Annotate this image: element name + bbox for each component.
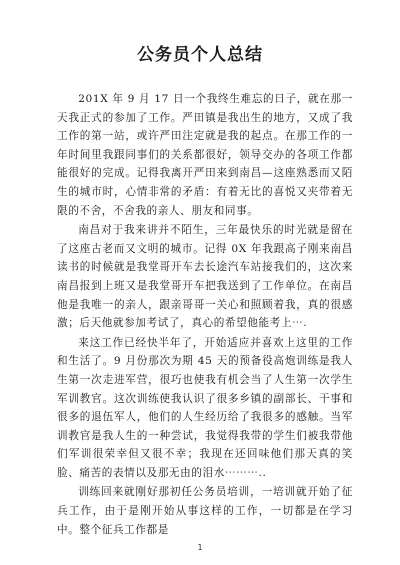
paragraph-1: 201X 年 9 月 17 日一个我终生难忘的日子，就在那一天我正式的参加了工作。严田镇是我出生的地方，又成了我工作的第一站，或许严田注定就是我的起点。在那工作的一年时间里我跟同事们的关系都很好，领导交办的各项工作都能很好的完成。记得我离开严田来到南昌—这座熟悉而又陌生的城市时，心情非常的矛盾：有着无比的喜悦又夹带着无限的不舍，不舍我的亲人、朋友和同事。 xyxy=(57,93,353,217)
page-number: 1 xyxy=(197,543,203,552)
paragraph-4: 训练回来就刚好那初任公务员培训，一培训就开始了征兵工作，由于是刚开始从事这样的工作，一切都是在学习中。整个征兵工作都是 xyxy=(57,486,353,536)
document-body xyxy=(57,90,353,540)
document-title: 公务员个人总结 xyxy=(137,45,263,65)
paragraph-2: 南昌对于我来讲并不陌生，三年最快乐的时光就是留在了这座古老而又文明的城市。记得 0X 年我跟高子刚来南昌读书的时候就是我堂哥开车去长途汽车站接我们的，这次来南昌报到上班又是我堂哥开车把我送到了工作单位。在南昌他是我唯一的亲人，跟亲哥哥一关心和照顾着我，真的很感激；后天他就参加考试了，真心的希望他能考上⋯. xyxy=(57,224,353,330)
paragraph-3: 来这工作已经快半年了，开始适应并喜欢上这里的工作和生活了。9 月份那次为期 45 天的预备役高炮训练是我人生第一次走进军营，很巧也使我有机会当了人生第一次学生军训教官。这次训练使我认识了很多乡镇的副部长、干事和很多的退伍军人，他们的人生经历给了我很多的感触。当军训教官是我人生的一种尝试，我觉得我带的学生们被我带他们军训很荣幸但又很不幸；我现在还回味他们那天真的笑脸、痛苦的表情以及那无由的泪水⋯⋯⋯.. xyxy=(57,336,353,479)
